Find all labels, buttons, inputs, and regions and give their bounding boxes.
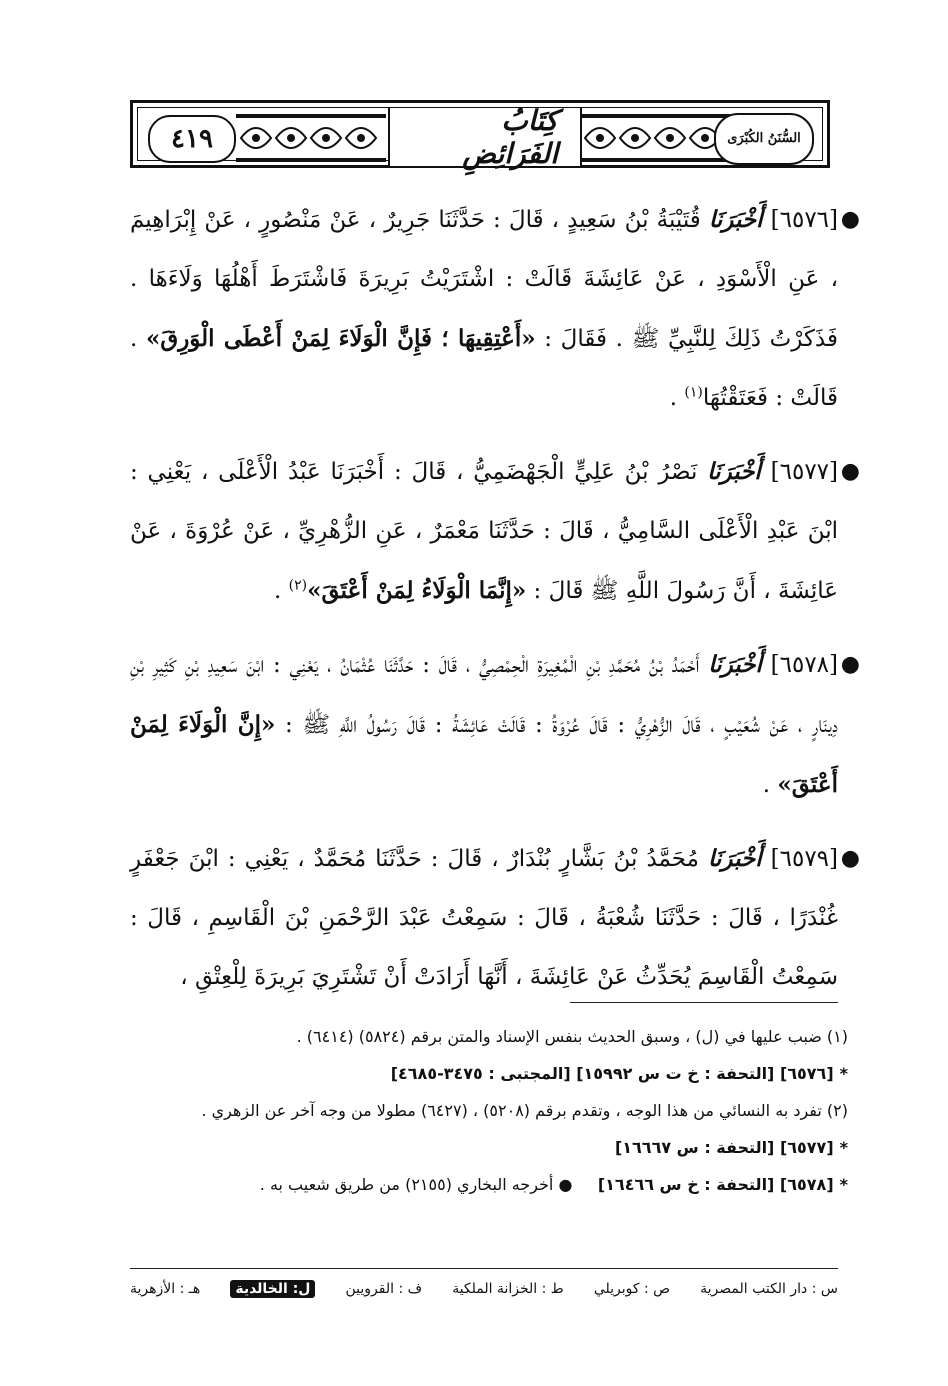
hadith-quote: «إِنَّمَا الْوَلَاءُ لِمَنْ أَعْتَقَ» bbox=[307, 577, 527, 604]
hadith-6578 bbox=[130, 635, 860, 815]
reference-6578 bbox=[130, 1166, 848, 1203]
banner-inner-frame bbox=[137, 104, 823, 170]
footnote-2: (٢) تفرد به النسائي من هذا الوجه ، وتقدم برقم (٥٢٠٨) ، (٦٤٢٧) مطولا من وجه آخر عن الزهري . bbox=[201, 1101, 848, 1120]
reference-note: ● أخرجه البخاري (٢١٥٥) من طريق شعيب به . bbox=[259, 1175, 573, 1194]
hadith-opener: أَخْبَرَنَا bbox=[707, 845, 762, 872]
page-number: ٤١٩ bbox=[148, 115, 236, 163]
hadith-number: [٦٥٧٧] bbox=[770, 459, 839, 485]
hadith-quote: «أَعْتِقِيهَا ؛ فَإِنَّ الْوَلَاءَ لِمَنْ أَعْطَى الْوَرِقَ» bbox=[145, 325, 536, 352]
legend-separator bbox=[130, 1268, 838, 1269]
reference-6576 bbox=[130, 1055, 848, 1092]
hadith-quote: «إِنَّ الْوَلَاءَ لِمَنْ أَعْتَقَ» bbox=[130, 711, 838, 798]
hadith-number: [٦٥٧٩] bbox=[770, 846, 839, 872]
hadith-text: . bbox=[762, 772, 778, 798]
manuscript-legend bbox=[130, 1274, 838, 1304]
reference-6577 bbox=[130, 1129, 848, 1166]
hadith-opener: أَخْبَرَنَا bbox=[708, 651, 762, 678]
legend-item: س : دار الكتب المصرية bbox=[700, 1281, 838, 1297]
bullet-icon: ● bbox=[840, 459, 860, 484]
hadith-text: أَحْمَدُ بْنُ مُحَمَّدِ بْنِ الْمُغِيرَةِ الْحِمْصِيُّ ، قَالَ : حَدَّثَنَا عُثْمَانُ ، يَعْنِي : ابْنَ سَعِيدِ بْنِ كَثِيرِ بْنِ دِينَارٍ ، عَنْ شُعَيْبٍ ، قَالَ الزُّهْرِيُّ : قَالَ عُرْوَةُ : قَالَتْ عَائِشَةُ : قَالَ رَسُولُ اللَّهِ ﷺ : bbox=[130, 652, 838, 738]
footnote-separator bbox=[570, 1002, 838, 1003]
hadith-6576 bbox=[130, 190, 860, 428]
header-banner bbox=[130, 100, 830, 168]
hadith-text: نَصْرُ بْنُ عَلِيٍّ الْجَهْضَمِيُّ ، قَالَ : أَخْبَرَنَا عَبْدُ الْأَعْلَى ، يَعْنِي : ابْنَ عَبْدِ الْأَعْلَى السَّامِيُّ ، قَالَ : حَدَّثَنَا مَعْمَرٌ ، عَنِ الزُّهْرِيِّ ، عَنْ عُرْوَةَ ، عَنْ عَائِشَةَ ، أَنَّ رَسُولَ اللَّهِ ﷺ قَالَ : bbox=[130, 459, 838, 604]
main-text bbox=[130, 190, 860, 1021]
legend-item: ط : الخزانة الملكية bbox=[452, 1281, 564, 1297]
bullet-icon: ● bbox=[840, 207, 860, 232]
hadith-opener: أَخْبَرَنَا bbox=[707, 458, 761, 485]
star-icon: * bbox=[839, 1138, 848, 1157]
hadith-text: . bbox=[669, 385, 685, 411]
hadith-text: . bbox=[274, 578, 289, 604]
ornament-left-icon bbox=[236, 114, 386, 162]
footnotes bbox=[130, 1018, 848, 1203]
hadith-6579 bbox=[130, 829, 860, 1007]
hadith-text: مُحَمَّدُ بْنُ بَشَّارٍ بُنْدَارٌ ، قَالَ : حَدَّثَنَا مُحَمَّدٌ ، يَعْنِي : ابْنَ جَعْفَرٍ غُنْدَرًا ، قَالَ : حَدَّثَنَا شُعْبَةُ ، قَالَ : سَمِعْتُ عَبْدَ الرَّحْمَنِ بْنَ الْقَاسِمِ ، قَالَ : سَمِعْتُ الْقَاسِمَ يُحَدِّثُ عَنْ عَائِشَةَ ، أَنَّهَا أَرَادَتْ أَنْ تَشْتَرِيَ بَرِيرَةَ لِلْعِتْقِ ، bbox=[130, 846, 838, 990]
ornament-right-icon bbox=[580, 114, 730, 162]
reference-text: [٦٥٧٦] [التحفة : خ ت س ١٥٩٩٢] [المجتبى : ٣٤٧٥-٤٦٨٥] bbox=[390, 1064, 834, 1083]
legend-item: ف : القرويين bbox=[345, 1281, 423, 1297]
hadith-number: [٦٥٧٨] bbox=[770, 652, 839, 678]
star-icon: * bbox=[839, 1064, 848, 1083]
star-icon: * bbox=[839, 1175, 848, 1194]
legend-item-highlighted: ل: الخالدية bbox=[230, 1280, 315, 1298]
bullet-icon: ● bbox=[840, 652, 860, 677]
footnote-ref[interactable]: (١) bbox=[684, 384, 703, 401]
footnote-1: (١) ضبب عليها في (ل) ، وسبق الحديث بنفس الإسناد والمتن برقم (٥٨٢٤) (٦٤١٤) . bbox=[296, 1027, 848, 1046]
reference-text: [٦٥٧٨] [التحفة : خ س ١٦٤٦٦] bbox=[597, 1175, 834, 1194]
legend-item: ص : كوبريلي bbox=[593, 1281, 671, 1297]
book-title: كِتَابُ الفَرَائِضِ bbox=[462, 104, 558, 170]
footnote-ref[interactable]: (٢) bbox=[288, 577, 308, 594]
emblem-logo: السُّنَنُ الكُبْرَى bbox=[714, 113, 814, 165]
legend-item: هـ : الأزهرية bbox=[130, 1281, 201, 1297]
bullet-icon: ● bbox=[840, 846, 860, 871]
hadith-text: قُتَيْبَةُ بْنُ سَعِيدٍ ، قَالَ : حَدَّثَنَا جَرِيرٌ ، عَنْ مَنْصُورٍ ، عَنْ إِبْرَاهِيمَ ، عَنِ الْأَسْوَدِ ، عَنْ عَائِشَةَ قَالَتْ : اشْتَرَيْتُ بَرِيرَةَ فَاشْتَرَطَ أَهْلُهَا وَلَاءَهَا . فَذَكَرْتُ ذَلِكَ لِلنَّبِيِّ ﷺ . فَقَالَ : bbox=[130, 207, 838, 352]
hadith-opener: أَخْبَرَنَا bbox=[708, 206, 763, 233]
hadith-6577 bbox=[130, 442, 860, 621]
reference-text: [٦٥٧٧] [التحفة : س ١٦٦٦٧] bbox=[614, 1138, 834, 1157]
hadith-text: . قَالَتْ : فَعَتَقْتُهَا bbox=[130, 326, 838, 411]
hadith-number: [٦٥٧٦] bbox=[770, 207, 839, 233]
